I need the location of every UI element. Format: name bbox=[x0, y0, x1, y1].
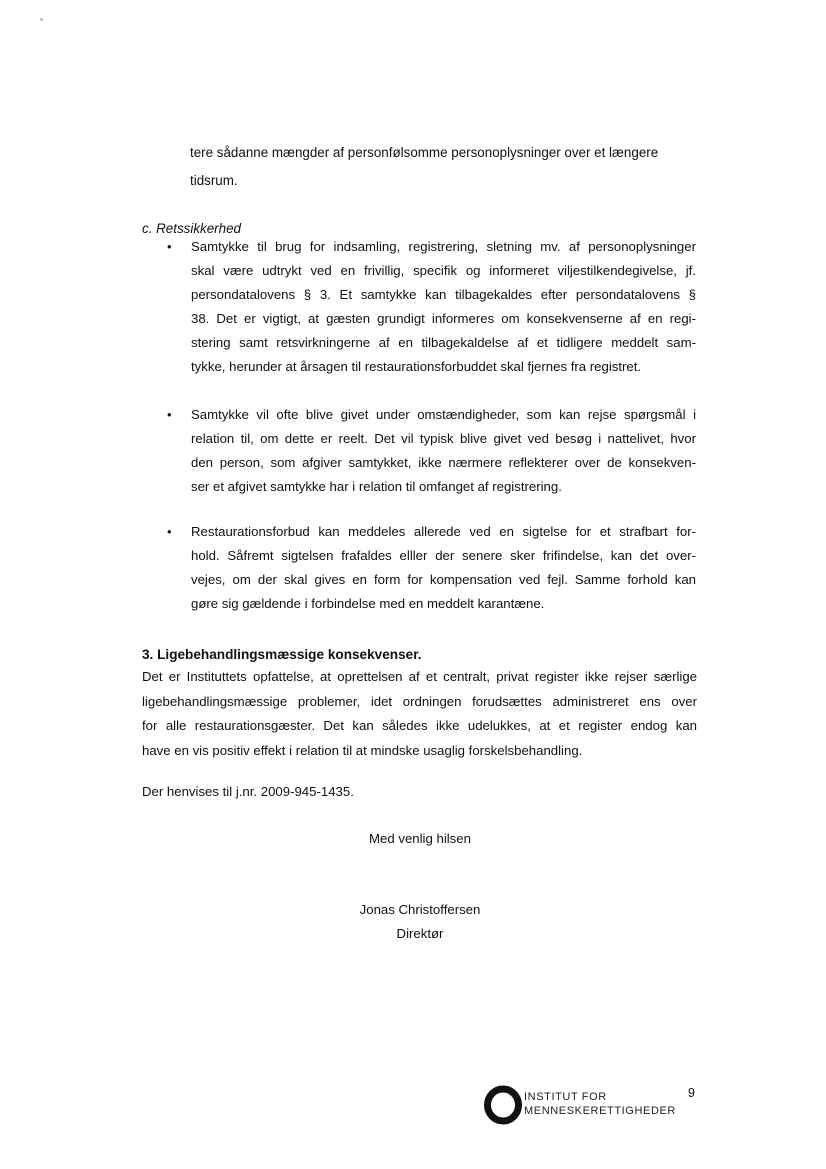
subsection-title: c. Retssikkerhed bbox=[142, 221, 241, 236]
text-line: ser et afgivet samtykke har i relation til omfanget af registrering. bbox=[191, 479, 562, 494]
text-line: have en vis positiv effekt i relation til at mindske usaglig forskelsbehandling. bbox=[142, 742, 583, 758]
text-line: tere sådanne mængder af personfølsomme personoplysninger over et længere bbox=[190, 145, 659, 160]
text-line: den person, som afgiver samtykket, ikke nærmere reflekterer over de konsekven- bbox=[191, 455, 696, 470]
organization-name bbox=[524, 1090, 676, 1118]
bullet-marker: • bbox=[167, 239, 172, 254]
text-line: persondatalovens § 3. Et samtykke kan tilbagekaldes efter persondatalovens § bbox=[191, 287, 696, 302]
text-line: vejes, om der skal gives en form for kompensation ved fejl. Samme forhold kan bbox=[191, 572, 696, 587]
closing-greeting: Med venlig hilsen bbox=[369, 831, 471, 846]
bullet-text bbox=[191, 406, 696, 502]
ring-logo-icon bbox=[482, 1085, 522, 1125]
section-heading: 3. Ligebehandlingsmæssige konsekvenser. bbox=[142, 647, 422, 662]
section-3 bbox=[142, 646, 697, 766]
text-line: 38. Det er vigtigt, at gæsten grundigt informeres om konsekvenserne af en regi- bbox=[191, 311, 696, 326]
text-line: relation til, om dette er reelt. Det vil typisk blive givet ved besøg i nattelivet, hvor bbox=[191, 431, 696, 446]
text-line: skal være udtrykt ved en frivillig, specifik og informeret viljestilkendegivelse, jf. bbox=[191, 263, 696, 278]
reference-line: Der henvises til j.nr. 2009-945-1435. bbox=[142, 784, 354, 799]
text-line: gøre sig gældende i forbindelse med en meddelt karantæne. bbox=[191, 596, 545, 611]
signatory-role: Direktør bbox=[396, 926, 444, 941]
bullet-text bbox=[191, 238, 696, 382]
text-line: tykke, herunder at årsagen til restaurationsforbuddet skal fjernes fra registret. bbox=[191, 359, 642, 374]
organization-line: INSTITUT FOR bbox=[524, 1091, 607, 1103]
bullet-marker: • bbox=[167, 524, 172, 539]
text-line: for alle restaurationsgæster. Det kan således ikke udelukkes, at et register endog kan bbox=[142, 718, 697, 733]
text-line: Samtykke vil ofte blive givet under omstændigheder, som kan rejse spørgsmål i bbox=[191, 407, 696, 422]
text-line: ligebehandlingsmæssige problemer, idet ordningen forudsættes administreret ens over bbox=[142, 693, 697, 709]
text-line: Samtykke til brug for indsamling, registrering, sletning mv. af personoplysninger bbox=[191, 239, 696, 254]
text-line: Restaurationsforbud kan meddeles allerede ved en sigtelse for et strafbart for- bbox=[191, 524, 696, 539]
continuation-text bbox=[190, 144, 695, 200]
bullet-marker: • bbox=[167, 407, 172, 422]
bullet-text bbox=[191, 523, 696, 619]
organization-line: MENNESKERETTIGHEDER bbox=[524, 1105, 676, 1117]
signatory-name: Jonas Christoffersen bbox=[359, 902, 481, 917]
text-line: hold. Såfremt sigtelsen frafaldes elller der senere sker frifindelse, kan det over- bbox=[191, 548, 696, 563]
text-line: tidsrum. bbox=[190, 173, 238, 188]
page-number: 9 bbox=[688, 1086, 695, 1100]
text-line: stering samt retsvirkningerne af en tilbagekaldelse af et tidligere meddelt sam- bbox=[191, 335, 696, 350]
text-line: Det er Instituttets opfattelse, at oprettelsen af et centralt, privat register ikke rejser særlige bbox=[142, 669, 697, 684]
scan-speck bbox=[40, 18, 43, 21]
